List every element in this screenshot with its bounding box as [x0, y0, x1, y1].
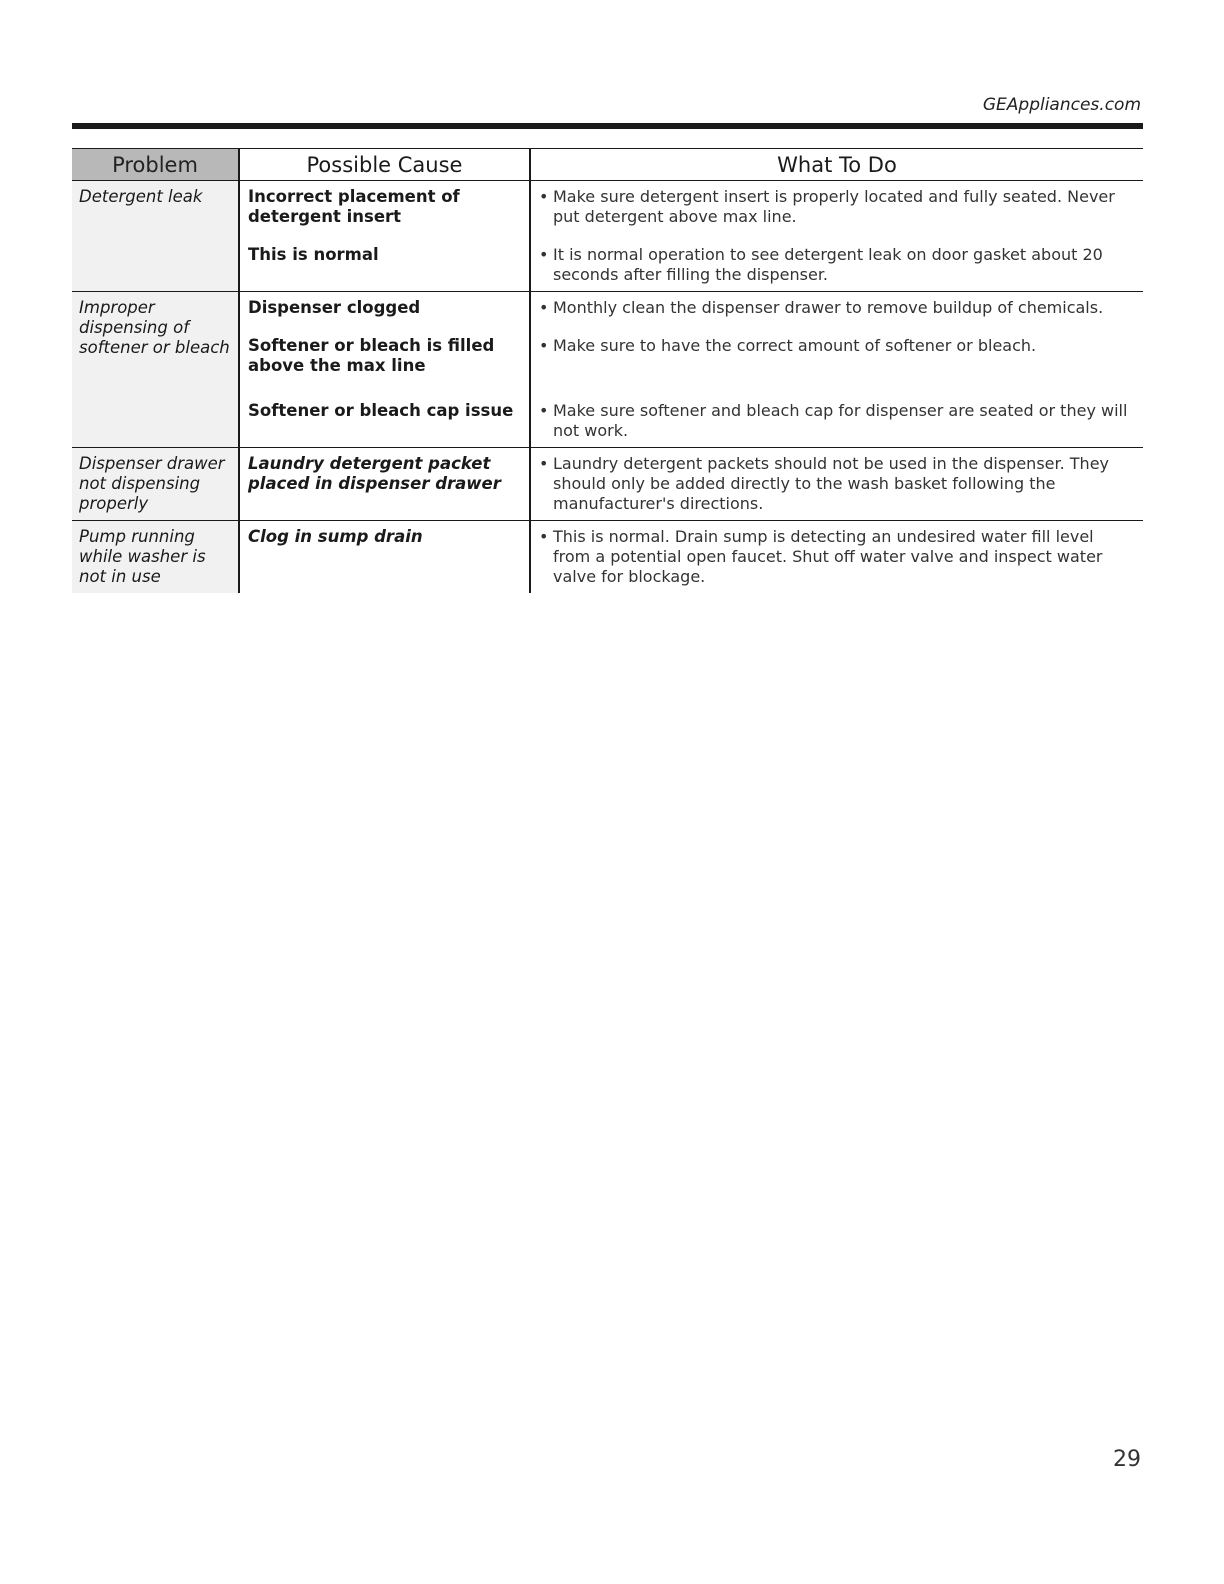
todo-text: This is normal. Drain sump is detecting an undesired water fill level from a potential open faucet. Shut off water valve and inspect water valve for blockage. [553, 527, 1103, 586]
troubleshooting-table [72, 148, 1143, 593]
todo-text: Make sure to have the correct amount of softener or bleach. [553, 336, 1037, 355]
table-row [72, 181, 1143, 234]
table-row [72, 448, 1143, 521]
website-url: GEAppliances.com [982, 95, 1141, 115]
todo-text: It is normal operation to see detergent leak on door gasket about 20 seconds after filling the dispenser. [553, 245, 1103, 284]
problem-cell: Detergent leak [72, 181, 239, 292]
cause-cell: This is normal [248, 245, 379, 264]
todo-item: • Make sure softener and bleach cap for dispenser are seated or they will not work. [539, 401, 1133, 441]
todo-item: • It is normal operation to see detergent leak on door gasket about 20 seconds after filling the dispenser. [539, 245, 1133, 285]
problem-cell: Dispenser drawer not dispensing properly [72, 448, 239, 521]
table-row [72, 521, 1143, 594]
todo-item: • Monthly clean the dispenser drawer to remove buildup of chemicals. [539, 298, 1104, 317]
todo-item: • Make sure to have the correct amount of softener or bleach. [539, 336, 1037, 355]
table-row [72, 292, 1143, 325]
cause-cell: Dispenser clogged [248, 298, 421, 317]
cause-cell: Softener or bleach is filled above the max line [248, 336, 495, 375]
cause-cell: Softener or bleach cap issue [248, 401, 514, 420]
todo-text: Monthly clean the dispenser drawer to remove buildup of chemicals. [553, 298, 1104, 317]
cause-cell: Clog in sump drain [248, 527, 423, 546]
todo-item: • Make sure detergent insert is properly located and fully seated. Never put detergent above max line. [539, 187, 1133, 227]
problem-cell: Pump running while washer is not in use [72, 521, 239, 594]
todo-item: • Laundry detergent packets should not be used in the dispenser. They should only be added directly to the wash basket following the manufacturer's directions. [539, 454, 1133, 514]
todo-text: Make sure detergent insert is properly located and fully seated. Never put detergent above max line. [553, 187, 1115, 226]
todo-text: Make sure softener and bleach cap for dispenser are seated or they will not work. [553, 401, 1128, 440]
cause-cell: Laundry detergent packet placed in dispenser drawer [248, 454, 501, 493]
problem-cell: Improper dispensing of softener or bleach [72, 292, 239, 448]
todo-header: What To Do [530, 149, 1143, 181]
cause-header: Possible Cause [239, 149, 530, 181]
todo-item: • This is normal. Drain sump is detecting an undesired water fill level from a potential open faucet. Shut off water valve and inspect water valve for blockage. [539, 527, 1133, 587]
header-rule [72, 123, 1143, 129]
cause-cell: Incorrect placement of detergent insert [248, 187, 460, 226]
todo-text: Laundry detergent packets should not be used in the dispenser. They should only be added directly to the wash basket following the manufacturer's directions. [553, 454, 1110, 513]
page-number: 29 [1113, 1447, 1141, 1472]
problem-header: Problem [72, 149, 239, 181]
